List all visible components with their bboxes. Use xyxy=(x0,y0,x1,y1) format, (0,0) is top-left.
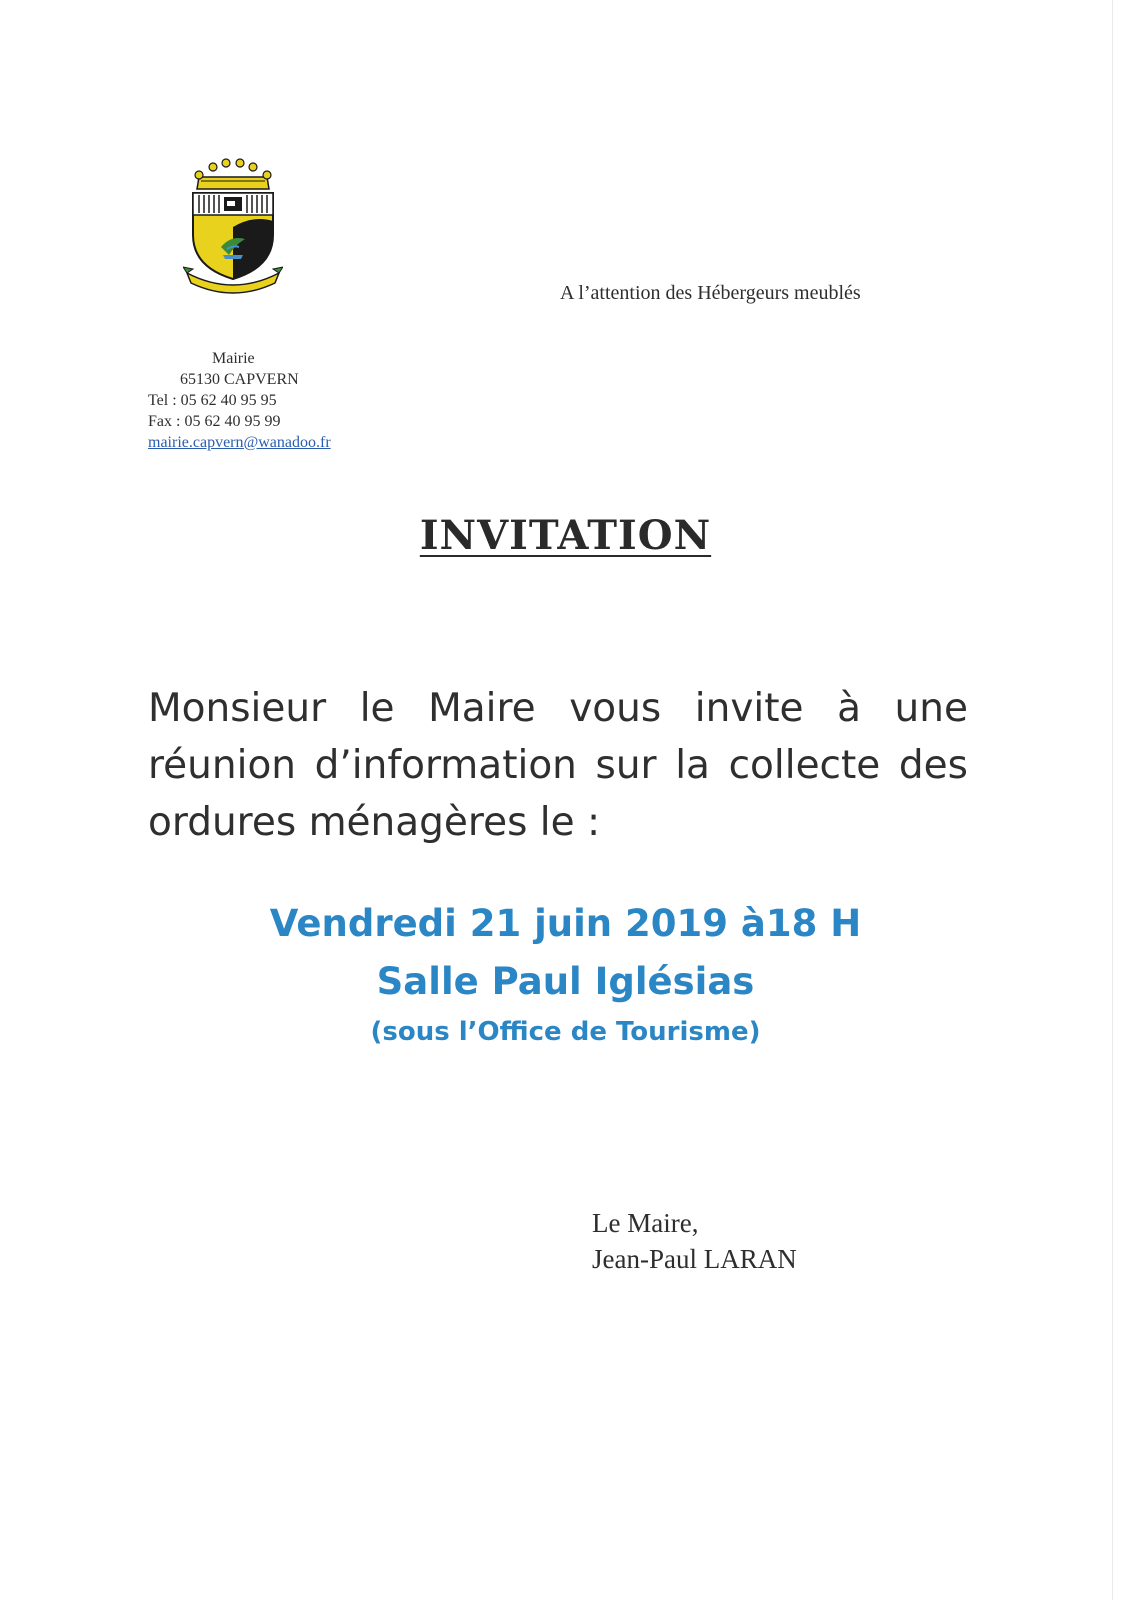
crown-icon xyxy=(195,159,271,189)
address-line-mairie: Mairie xyxy=(212,350,255,367)
shield-icon xyxy=(193,193,273,279)
signature-block xyxy=(592,1205,797,1277)
address-fax: Fax : 05 62 40 95 99 xyxy=(148,413,281,430)
page-title xyxy=(0,512,1131,559)
event-location-note: (sous l’Office de Tourisme) xyxy=(370,1017,761,1047)
event-date: Vendredi 21 juin 2019 à18 H xyxy=(269,902,862,945)
address-line-city: 65130 CAPVERN xyxy=(180,371,299,388)
scan-edge xyxy=(1112,0,1113,1600)
signature-role: Le Maire, xyxy=(592,1208,699,1238)
coat-of-arms-icon xyxy=(183,155,283,295)
address-tel: Tel : 05 62 40 95 95 xyxy=(148,392,277,409)
event-place: Salle Paul Iglésias xyxy=(376,960,755,1003)
sender-address xyxy=(148,348,388,453)
email-link[interactable]: mairie.capvern@wanadoo.fr xyxy=(148,434,331,451)
signature-name: Jean-Paul LARAN xyxy=(592,1244,797,1274)
invitation-body: Monsieur le Maire vous invite à une réunion d’information sur la collecte des ordures ménagères le : xyxy=(148,686,968,845)
recipient-notice: A l’attention des Hébergeurs meublés xyxy=(560,282,861,304)
page-title-text: INVITATION xyxy=(419,512,712,559)
